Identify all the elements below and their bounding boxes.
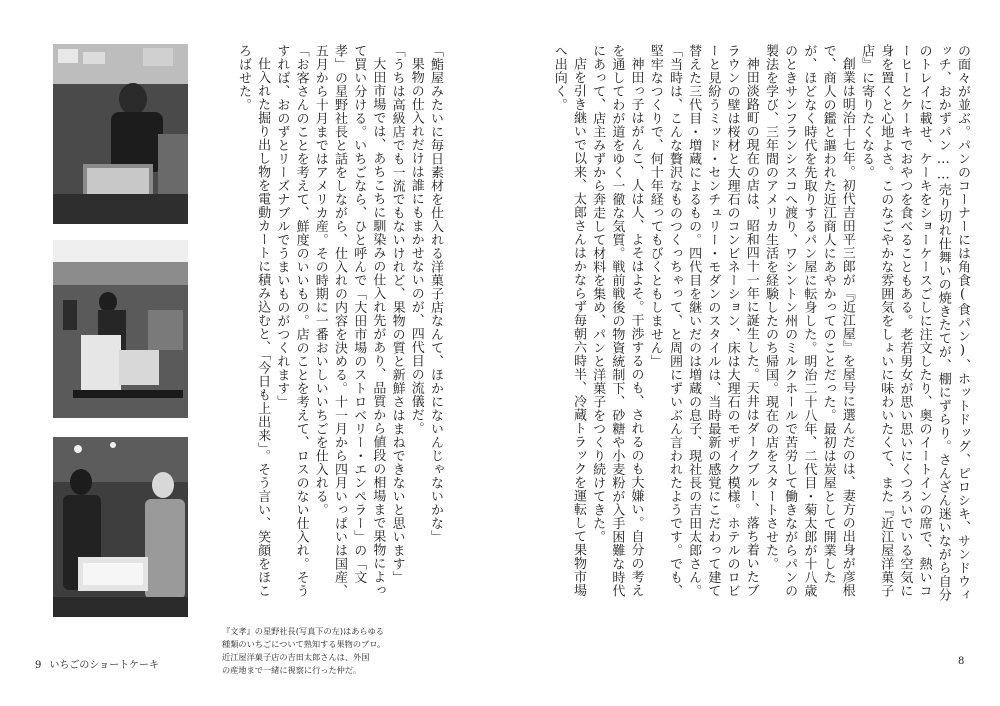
photo-icon — [53, 437, 188, 617]
paragraph: 果物の仕入れだけは誰にもまかせないのが、四代目の流儀だ。 — [408, 57, 424, 435]
caption-line: 種類のいちごについて熟知する果物のプロ。 — [222, 639, 386, 649]
caption-line: 近江屋洋菓子店の吉田太郎さんは、外国 — [222, 652, 370, 662]
caption-line: の産地まで一緒に視察に行った仲だ。 — [222, 665, 362, 675]
paragraph: 「当時は、こんな贅沢なものつくっちゃって、と周囲にずいぶん言われたようです。でも、堅牢なつくりで、何十年経ってもびくともしません」 — [647, 44, 682, 598]
page-number: 8 — [958, 656, 965, 667]
photo-caption — [222, 625, 422, 677]
market-cart-photo — [53, 240, 188, 418]
caption-line: 『文孝』の星野社長(写真下の左)はあらゆる — [222, 626, 384, 636]
paragraph: 「鮨屋みたいに毎日素材を仕入れる洋菓子店なんて、ほかにないんじゃないかな」 — [428, 44, 443, 544]
paragraph: 神田淡路町の現在の店は、昭和四十一年に誕生した。天井はダークブルー、落ち着いたブラウンの壁は桜材と大理石のコンビネーション、床は大理石のモザイク模様。ホテルのロビーと見紛うミッド・センチュリー・モダンのスタイルは、当時最新の感覚にこだわって建て替えた三代目・増蔵によるもの。四代目を継いだのは増蔵の息子、現社長の吉田太郎さん。 — [686, 44, 759, 598]
left-folio — [35, 656, 159, 671]
paragraph: 創業は明治十七年。初代吉田平三郎が『近江屋』を屋号に選んだのは、妻方の出身が彦根で、商人の鑑と謳われた近江商人にあやかってのことだった。最初は炭屋として開業したが、ほどなく時代を先取りするパン屋に転身した。明治二十八年、二代目・菊太郎が十八歳のときサンフランシスコへ渡り、ワシントン州のミルクホールで苦労して働きながらパンの製法を学び、三年間のアメリカ生活を経験したのち帰国。現在の店をスタートさせた。 — [762, 44, 855, 598]
right-page-body — [552, 44, 972, 604]
running-title: いちごのショートケーキ — [49, 660, 159, 671]
paragraph: の面々が並ぶ。パンのコーナーには角食(食パン)、ホットドッグ、ピロシキ、サンドウィッチ、おかずパン……売り切れ仕舞いの焼きたてが、棚にずらり。さんざん迷いながら自分のトレイに載せ、ケーキをショーケースごしに注文したり、奥のイートインの席で、熱いコーヒーとケーキでおやつを食べることもある。老若男女が思い思いにくつろいでいる空気に身を置くと心地よさ。このなごやかな雰囲気をしょいに味わいたくて、また『近江屋洋菓子店』に寄りたくなる。 — [858, 44, 970, 602]
paragraph: 店を引き継いで以来、太郎さんはかならず毎朝六時半、冷蔵トラックを運転して果物市場へ出向く。 — [552, 44, 586, 597]
left-page-body — [225, 44, 445, 604]
paragraph: 「うちは高級店でも一流でもないけれど、果物の質と新鮮さはまねできないと思います」 — [389, 44, 405, 584]
paragraph: 神田っ子はがんこ、人は人、よそはよそ。干渉するのも、されるのも大嫌い。自分の考えを通してわが道をゆく一徹な気質。戦前戦後の物資統制下、砂糖や小麦粉が入手困難な時代にあって、店主みずから奔走して材料を集め、パンと洋菓子をつくり続けてきた。 — [590, 44, 644, 598]
paragraph: 大田市場では、あちこちに馴染みの仕入れ先があり、品質から値段の相場まで果物によって買い分ける。いちごなら、ひと呼んで「大田市場のストロベリー・エンペラー」の「文孝」の星野社長と話をしながら、仕入れの内容を決める。十一月から四月いっぱいは国産、五月から十月まではアメリカ産。その時期に一番おいしいいちごを仕入れる。 — [312, 44, 386, 598]
paragraph: 「お客さんのことを考えて、鮮度のいいもの。店のことを考えて、ロスのない仕入れ。そうすれば、おのずとリーズナブルでうまいものがつくれます」 — [274, 44, 309, 598]
strawberry-crate-photo — [53, 437, 188, 617]
photo-icon — [53, 240, 188, 418]
page-number: 9 — [35, 660, 42, 671]
right-folio — [958, 656, 964, 667]
market-vendor-photo — [53, 44, 188, 224]
photo-icon — [53, 44, 188, 224]
paragraph: 仕入れた掘り出し物を電動カートに積み込むと、「今日も上出来」。そう言い、笑顔をほころばせた。 — [235, 44, 271, 598]
